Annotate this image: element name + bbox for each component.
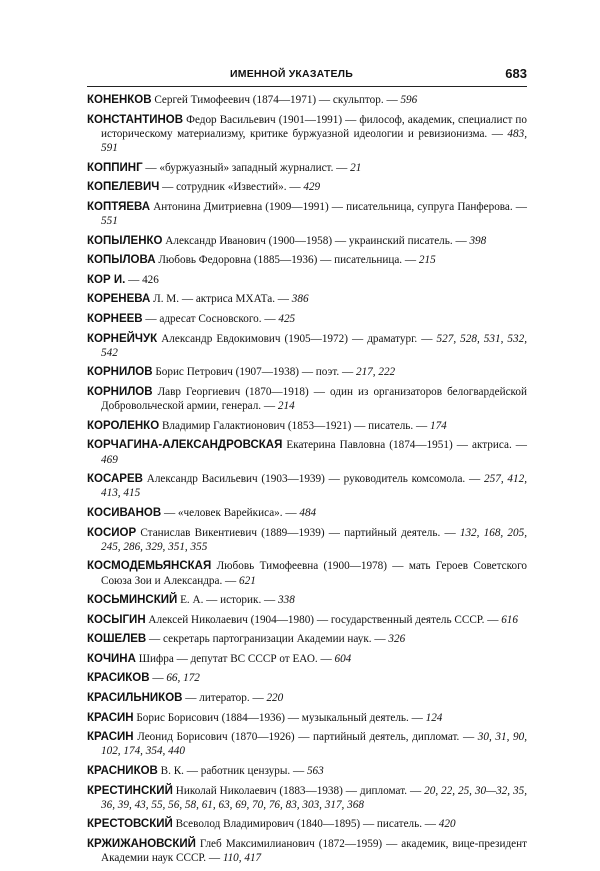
- entry-surname: КОСМОДЕМЬЯНСКАЯ: [87, 560, 212, 573]
- entry-page-refs: 527, 528, 531, 532, 542: [101, 332, 528, 359]
- entry-page-refs: 621: [239, 574, 256, 587]
- index-entry: [87, 593, 527, 607]
- entry-description: Федор Васильевич (1901—1991) — философ, академик, специалист по историческому материализму, критике буржуазной идеологии и ревизионизма. —: [101, 113, 527, 140]
- entry-page-refs: 563: [306, 765, 324, 778]
- entry-page-refs: 214: [277, 400, 295, 413]
- entry-surname: КРАСИН: [87, 731, 134, 744]
- index-entry: [87, 837, 527, 865]
- entry-page-refs: 174: [429, 419, 447, 432]
- index-entry: [87, 312, 527, 326]
- entry-surname: КРАСИН: [87, 711, 134, 724]
- entry-page-refs: 484: [299, 506, 317, 519]
- entry-surname: КОНСТАНТИНОВ: [87, 113, 184, 126]
- entry-page-refs: 21: [350, 161, 362, 174]
- entry-description: Леонид Борисович (1870—1926) — партийный деятель, дипломат. —: [133, 731, 478, 744]
- entry-page-refs: 217, 222: [355, 366, 396, 379]
- entry-description: —: [149, 672, 167, 685]
- index-entry: [87, 113, 527, 156]
- entry-page-refs: 429: [303, 181, 321, 194]
- entry-description: Александр Васильевич (1903—1939) — руководитель комсомола. —: [142, 473, 485, 486]
- entry-description: Антонина Дмитриевна (1909—1991) — писательница, супруга Панферова. —: [150, 200, 527, 213]
- entry-page-refs: 132, 168, 205, 245, 286, 329, 351, 355: [101, 526, 528, 553]
- entry-page-refs: 20, 22, 25, 30—32, 35, 36, 39, 43, 55, 56, 58, 61, 63, 69, 70, 76, 83, 303, 317, 368: [101, 784, 527, 811]
- entry-page-refs: 596: [400, 94, 418, 106]
- entry-surname: КОШЕЛЕВ: [87, 633, 147, 646]
- entry-description: Борис Петрович (1907—1938) — поэт. —: [152, 366, 356, 379]
- entry-description: Александр Евдокимович (1905—1972) — драматург. —: [157, 332, 437, 345]
- entry-surname: КРЕСТОВСКИЙ: [87, 818, 173, 831]
- entry-surname: КОРЕНЕВА: [87, 293, 151, 306]
- entry-surname: КОППИНГ: [87, 161, 143, 174]
- entry-description: Любовь Тимофеевна (1900—1978) — мать Героев Советского Союза Зои и Александра. —: [101, 560, 527, 587]
- entry-description: Любовь Федоровна (1885—1936) — писательница. —: [155, 254, 419, 267]
- entry-page-refs: 110, 417: [222, 852, 262, 865]
- entry-description: — «человек Варейкиса». —: [161, 506, 300, 519]
- index-entry: [87, 764, 527, 778]
- entry-surname: КРЕСТИНСКИЙ: [87, 784, 173, 797]
- index-entry: [87, 292, 527, 306]
- entry-description: — секретарь партогранизации Академии наук. —: [146, 633, 389, 646]
- entry-surname: КОРНЕЕВ: [87, 312, 143, 325]
- entry-description: Владимир Галактионович (1853—1921) — писатель. —: [159, 419, 430, 432]
- index-entry: [87, 730, 527, 758]
- entry-page-refs: 386: [291, 293, 309, 306]
- entry-page-refs: 425: [278, 312, 296, 325]
- index-entry: [87, 506, 527, 520]
- index-entry: [87, 711, 527, 725]
- entry-page-refs: 257, 412, 413, 415: [101, 473, 528, 500]
- index-entry: [87, 419, 527, 433]
- index-entry: [87, 438, 527, 466]
- page-header: [87, 66, 527, 84]
- entry-description: Екатерина Павловна (1874—1951) — актриса. —: [282, 439, 527, 452]
- index-entry: [87, 365, 527, 379]
- entry-surname: КОР И.: [87, 273, 126, 286]
- entry-page-refs: 616: [501, 613, 518, 626]
- index-entry: [87, 472, 527, 500]
- entry-page-refs: 215: [418, 254, 436, 267]
- running-title: ИМЕННОЙ УКАЗАТЕЛЬ: [230, 68, 353, 80]
- entry-description: Всеволод Владимирович (1840—1895) — писатель. —: [172, 818, 439, 831]
- index-entries: [87, 93, 527, 871]
- entry-surname: КОНЕНКОВ: [87, 94, 152, 106]
- index-entry: [87, 161, 527, 175]
- entry-description: Сергей Тимофеевич (1874—1971) — скульптор. —: [151, 94, 401, 106]
- entry-surname: КОСИВАНОВ: [87, 506, 162, 519]
- index-entry: [87, 200, 527, 228]
- entry-surname: КОРОЛЕНКО: [87, 419, 160, 432]
- index-entry: [87, 385, 527, 413]
- index-entry: [87, 613, 527, 627]
- entry-description: — «буржуазный» западный журналист. —: [142, 161, 351, 174]
- entry-surname: КОРЧАГИНА-АЛЕКСАНДРОВСКАЯ: [87, 439, 283, 452]
- entry-surname: КОСИОР: [87, 526, 137, 539]
- entry-page-refs: 326: [388, 633, 406, 646]
- entry-description: Станислав Викентиевич (1889—1939) — партийный деятель. —: [136, 526, 460, 539]
- entry-surname: КОПЕЛЕВИЧ: [87, 181, 160, 194]
- index-entry: [87, 253, 527, 267]
- entry-surname: КОРНЕЙЧУК: [87, 332, 158, 345]
- entry-description: Александр Иванович (1900—1958) — украинский писатель. —: [162, 234, 470, 247]
- entry-surname: КРАСИКОВ: [87, 672, 150, 685]
- index-entry: [87, 652, 527, 666]
- entry-surname: КОРНИЛОВ: [87, 385, 153, 398]
- entry-surname: КРАСИЛЬНИКОВ: [87, 692, 183, 705]
- entry-surname: КОСЬМИНСКИЙ: [87, 594, 178, 607]
- entry-description: — сотрудник «Известий». —: [159, 181, 304, 194]
- index-entry: [87, 93, 527, 107]
- index-entry: [87, 273, 527, 287]
- entry-surname: КОСАРЕВ: [87, 473, 143, 486]
- entry-description: — адресат Сосновского. —: [142, 312, 279, 325]
- index-entry: [87, 691, 527, 705]
- entry-page-refs: 469: [101, 453, 118, 466]
- index-entry: [87, 817, 527, 831]
- index-entry: [87, 234, 527, 248]
- entry-description: Глеб Максимилианович (1872—1959) — академик, вице-президент Академии наук СССР. —: [101, 838, 527, 865]
- header-rule: [87, 86, 527, 87]
- entry-description: Николай Николаевич (1883—1938) — дипломат. —: [172, 784, 425, 797]
- entry-page-refs: 30, 31, 90, 102, 174, 354, 440: [101, 731, 527, 758]
- entry-description: В. К. — работник цензуры. —: [157, 765, 307, 778]
- entry-surname: КРЖИЖАНОВСКИЙ: [87, 838, 196, 851]
- entry-surname: КОЧИНА: [87, 652, 136, 665]
- index-entry: [87, 332, 527, 360]
- entry-surname: КОПТЯЕВА: [87, 200, 151, 213]
- entry-description: — 426: [125, 273, 159, 286]
- entry-description: Л. М. — актриса МХАТа. —: [150, 293, 292, 306]
- entry-description: Лавр Георгиевич (1870—1918) — один из организаторов белогвардейской Добровольческой армии, генерал. —: [101, 385, 527, 413]
- entry-surname: КОРНИЛОВ: [87, 366, 153, 379]
- index-entry: [87, 671, 527, 685]
- entry-surname: КРАСНИКОВ: [87, 765, 158, 778]
- index-entry: [87, 180, 527, 194]
- entry-description: Е. А. — историк. —: [177, 594, 279, 607]
- entry-description: Шифра — депутат ВС СССР от ЕАО. —: [135, 652, 335, 665]
- entry-page-refs: 483, 591: [101, 127, 527, 154]
- entry-page-refs: 551: [101, 214, 118, 227]
- index-entry: [87, 632, 527, 646]
- entry-page-refs: 604: [334, 652, 352, 665]
- entry-description: Алексей Николаевич (1904—1980) — государственный деятель СССР. —: [145, 613, 502, 626]
- entry-description: Борис Борисович (1884—1936) — музыкальный деятель. —: [133, 711, 426, 724]
- index-entry: [87, 559, 527, 587]
- entry-surname: КОПЫЛОВА: [87, 254, 156, 267]
- entry-page-refs: 124: [425, 711, 443, 724]
- entry-surname: КОСЫГИН: [87, 613, 146, 626]
- entry-surname: КОПЫЛЕНКО: [87, 234, 163, 247]
- entry-page-refs: 220: [266, 692, 284, 705]
- index-entry: [87, 526, 527, 554]
- entry-page-refs: 420: [438, 818, 456, 831]
- page-number: 683: [505, 66, 527, 81]
- entry-description: — литератор. —: [182, 692, 267, 705]
- entry-page-refs: 398: [469, 234, 487, 247]
- entry-page-refs: 338: [278, 594, 295, 607]
- entry-page-refs: 66, 172: [166, 672, 200, 685]
- index-entry: [87, 784, 527, 812]
